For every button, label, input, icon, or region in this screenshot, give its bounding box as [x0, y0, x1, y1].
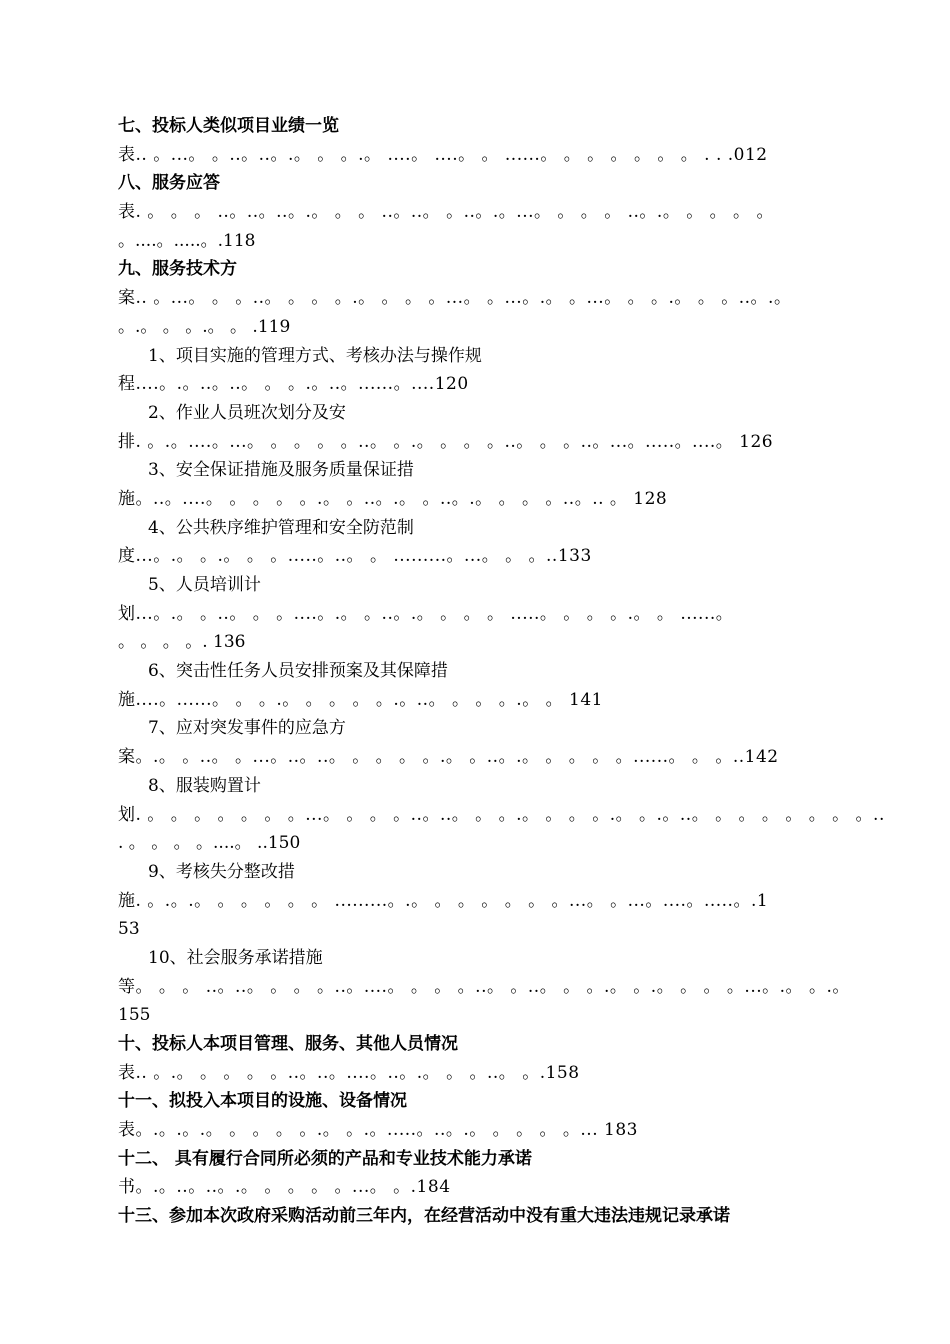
toc-line: 。....。.....。.118: [118, 230, 256, 251]
toc-line: 。.。 。 。.。 。 .119: [118, 316, 291, 337]
table-of-contents: [118, 112, 885, 1231]
toc-line: 4、公共秩序维护管理和安全防范制: [148, 517, 414, 538]
toc-line: 表. 。 。 。 ..。..。..。.。 。 。 ..。..。 。..。.。...。 。 。 。 ..。.。 。 。 。 。: [118, 202, 774, 223]
toc-line: 度...。.。 。.。 。 。.....。..。 。 .........。...。 。 。..133: [118, 546, 592, 567]
toc-line: 1、项目实施的管理方式、考核办法与操作规: [148, 345, 482, 366]
toc-line: . 。 。 。 。....。 ..150: [118, 833, 301, 854]
toc-line: 八、服务应答: [118, 173, 220, 194]
toc-line: 8、服装购置计: [148, 775, 261, 796]
toc-line: 书。.。..。..。.。 。 。 。 。...。 。.184: [118, 1177, 451, 1198]
toc-line: 九、服务技术方: [118, 259, 237, 280]
toc-line: 排. 。.。....。...。 。 。 。 。..。 。.。 。 。 。..。 。 。..。...。.....。....。 126: [118, 431, 774, 452]
toc-line: 53: [118, 919, 140, 940]
toc-line: 。 。 。 。. 136: [118, 632, 246, 653]
toc-line: 等。 。 。 ..。..。 。 。 。..。....。 。 。 。..。 。..。 。 。.。 。.。 。 。 。...。.。 。.。: [118, 976, 850, 997]
toc-line: 3、安全保证措施及服务质量保证措: [148, 460, 414, 481]
toc-line: 155: [118, 1005, 151, 1026]
toc-line: 2、作业人员班次划分及安: [148, 402, 346, 423]
toc-line: 案。.。 。..。 。...。..。..。 。 。 。 。.。 。..。.。 。 。 。 。......。 。 。..142: [118, 747, 779, 768]
toc-line: 表。.。.。.。 。 。 。 。.。 。.。.....。..。.。 。 。 。 。... 183: [118, 1120, 638, 1141]
toc-line: 施....。......。 。 。.。 。 。 。 。.。..。 。 。 。.。 。 141: [118, 689, 603, 710]
toc-line: 十二、 具有履行合同所必须的产品和专业技术能力承诺: [118, 1148, 532, 1169]
toc-line: 表.. 。.。 。 。 。 。..。..。....。..。.。 。 。..。 。.158: [118, 1062, 580, 1083]
toc-line: 七、投标人类似项目业绩一览: [118, 116, 339, 136]
toc-line: 9、考核失分整改措: [148, 861, 295, 882]
toc-line: 划. 。 。 。 。 。 。 。...。 。 。 。..。..。 。 。.。 。 。 。.。 。.。..。 。 。 。 。 。 。 。..: [118, 804, 885, 825]
toc-line: 7、应对突发事件的应急方: [148, 718, 346, 739]
toc-line: 十三、参加本次政府采购活动前三年内，在经营活动中没有重大违法违规记录承诺: [118, 1206, 730, 1227]
toc-line: 10、社会服务承诺措施: [148, 947, 323, 968]
toc-line: 5、人员培训计: [148, 575, 261, 595]
toc-line: 划...。.。 。..。 。 。....。.。 。..。.。 。 。 。 .....。 。 。 。.。 。 ......。: [118, 603, 734, 624]
toc-line: 施. 。.。.。 。 。 。 。 。 .........。.。 。 。 。 。 。 。...。 。...。....。.....。.1: [118, 890, 769, 911]
toc-line: 6、突击性任务人员安排预案及其保障措: [148, 661, 448, 682]
toc-line: 案.. 。...。 。 。..。 。 。 。.。 。 。 。...。 。...。.。 。...。 。 。.。 。 。..。.。: [118, 288, 792, 309]
toc-line: 程....。.。..。..。 。 。.。..。......。....120: [118, 374, 469, 395]
toc-line: 十一、拟投入本项目的设施、设备情况: [118, 1091, 407, 1112]
toc-line: 表.. 。...。 。..。..。.。 。 。.。 ....。 ....。 。 ......。 。 。 。 。 。 。 . . .012: [118, 144, 768, 165]
toc-line: 施。..。....。 。 。 。 。.。 。..。.。 。..。.。 。 。 。..。.. 。 128: [118, 488, 668, 509]
toc-line: 十、投标人本项目管理、服务、其他人员情况: [118, 1034, 458, 1054]
